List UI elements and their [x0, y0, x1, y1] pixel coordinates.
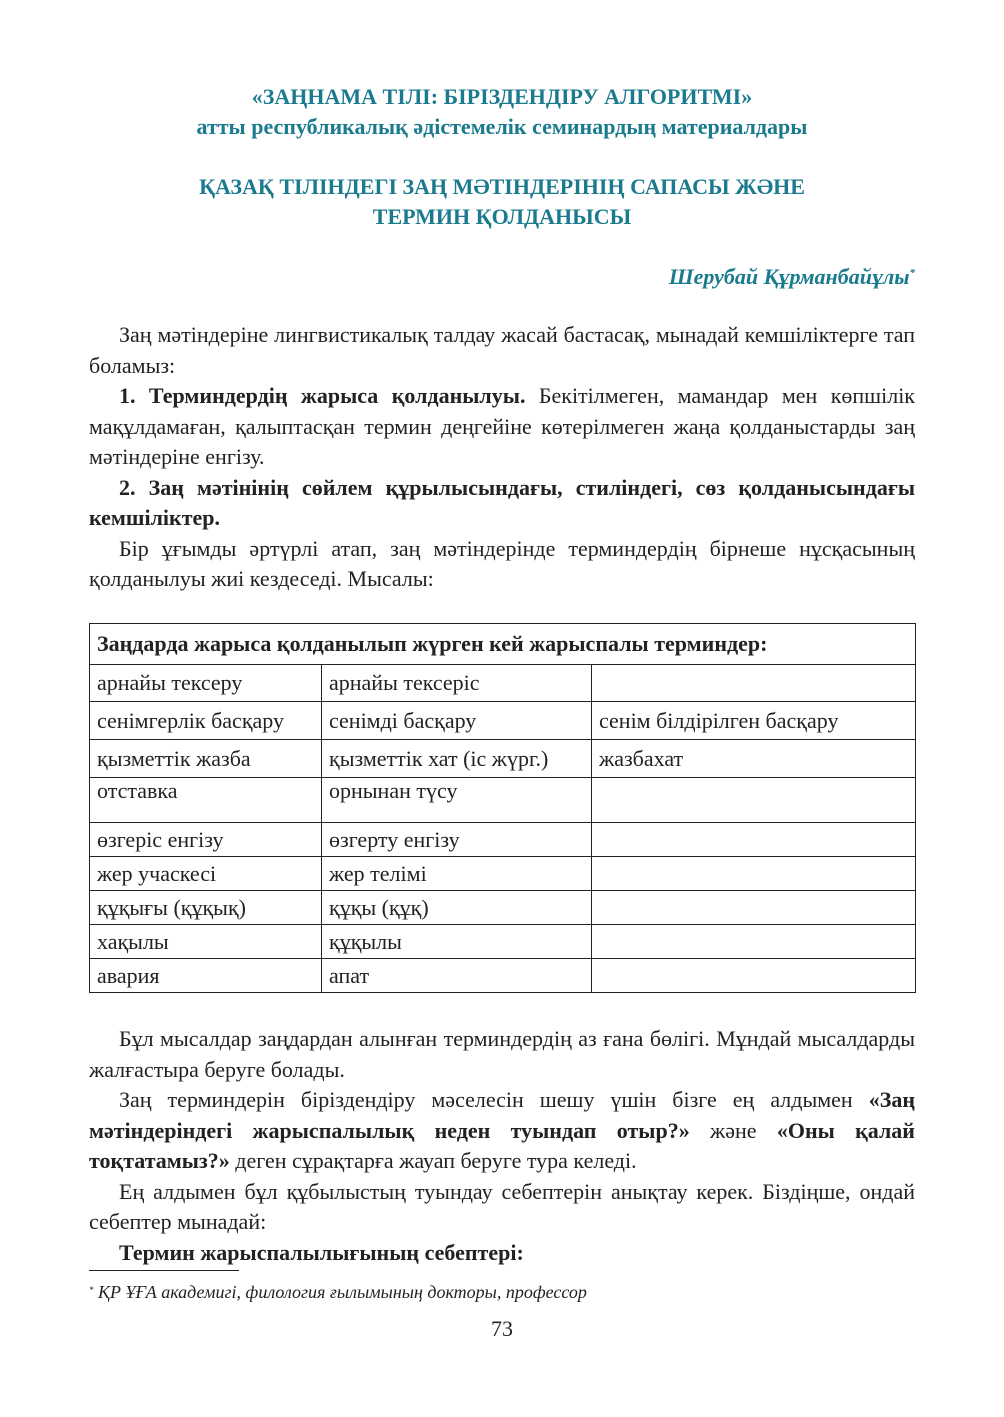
table-heading-row	[90, 624, 916, 665]
causes-heading: Термин жарыспалылығының себептері:	[119, 1239, 524, 1265]
table-row	[90, 665, 916, 702]
table-cell: сенімді басқару	[322, 702, 592, 740]
table-row	[90, 925, 916, 959]
after-paragraph-2	[89, 1085, 915, 1177]
table-cell: қызметтік жазба	[90, 740, 322, 778]
after-p2-end: деген сұрақтарға жауап беруге тура келеді.	[229, 1148, 637, 1173]
footnote-divider	[89, 1270, 239, 1271]
table-cell	[592, 857, 916, 891]
table-cell: жер телімі	[322, 857, 592, 891]
table-row	[90, 740, 916, 778]
seminar-title: «ЗАҢНАМА ТІЛІ: БІРІЗДЕНДІРУ АЛГОРИТМІ»	[251, 84, 753, 109]
table-cell: сенімгерлік басқару	[90, 702, 322, 740]
after-table-section	[89, 1024, 915, 1268]
table-cell: арнайы тексеріс	[322, 665, 592, 702]
table-cell	[592, 925, 916, 959]
table-row	[90, 702, 916, 740]
table-cell: жер учаскесі	[90, 857, 322, 891]
table-cell: отставка	[90, 778, 322, 823]
table-cell: хақылы	[90, 925, 322, 959]
table-cell	[592, 823, 916, 857]
point-2-heading: 2. Заң мәтінінің сөйлем құрылысындағы, стиліндегі, сөз қолданысындағы кемшіліктер.	[89, 474, 915, 530]
point-1-heading: 1. Терминдердің жарыса қолданылуы.	[119, 383, 526, 408]
article-title-line2: ТЕРМИН ҚОЛДАНЫСЫ	[372, 204, 632, 229]
intro-paragraph-1: Заң мәтіндеріне лингвистикалық талдау жасай бастасақ, мынадай кемшіліктерге тап боламыз:	[89, 322, 915, 378]
terms-table	[89, 623, 916, 993]
table-cell	[592, 891, 916, 925]
point-1-text: Бекітілмеген, мамандар мен көпшілік мақұлдамаған, қалыптасқан термин деңгейіне көтерілмеген жаңа қолданыстарды заң мәтіндеріне енгізу.	[89, 383, 915, 469]
table-row	[90, 959, 916, 993]
intro-section	[89, 320, 915, 595]
table-row	[90, 891, 916, 925]
intro-paragraph-2	[89, 381, 915, 473]
seminar-subtitle: атты республикалық әдістемелік семинардың материалдары	[196, 114, 808, 139]
table-cell: жазбахат	[592, 740, 916, 778]
table-cell: сенім білдірілген басқару	[592, 702, 916, 740]
table-cell: арнайы тексеру	[90, 665, 322, 702]
table-cell: өзгеріс енгізу	[90, 823, 322, 857]
page-number: 73	[491, 1316, 513, 1341]
table-cell: құқы (құқ)	[322, 891, 592, 925]
table-cell	[592, 959, 916, 993]
after-paragraph-3: Ең алдымен бұл құбылыстың туындау себептерін анықтау керек. Біздіңше, ондай себептер мынадай:	[89, 1178, 915, 1234]
footnote-mark: *	[89, 1285, 94, 1295]
table-row	[90, 778, 916, 823]
table-cell: орнынан түсу	[322, 778, 592, 823]
footnote-text: ҚР ҰҒА академигі, филология ғылымының докторы, профессор	[98, 1282, 587, 1302]
footnote	[89, 1280, 587, 1304]
table-heading: Заңдарда жарыса қолданылып жүрген кей жарыспалы терминдер:	[90, 624, 916, 665]
after-p2-start: Заң терминдерін біріздендіру мәселесін шешу үшін бізге ең алдымен	[119, 1087, 869, 1112]
after-paragraph-1: Бұл мысалдар заңдардан алынған терминдердің аз ғана бөлігі. Мұндай мысалдарды жалғастыра беруге болады.	[89, 1026, 915, 1082]
table-cell: құқығы (құқық)	[90, 891, 322, 925]
table-cell: қызметтік хат (іс жүрг.)	[322, 740, 592, 778]
table-cell	[592, 778, 916, 823]
after-paragraph-4	[89, 1238, 915, 1269]
question-2: «Оны қалай тоқтатамыз?»	[89, 1117, 915, 1173]
article-title-line1: ҚАЗАҚ ТІЛІНДЕГІ ЗАҢ МӘТІНДЕРІНІҢ САПАСЫ ЖӘНЕ	[199, 174, 805, 199]
author-footnote-mark: *	[909, 267, 915, 279]
table-cell: апат	[322, 959, 592, 993]
intro-paragraph-4: Бір ұғымды әртүрлі атап, заң мәтіндерінде терминдердің бірнеше нұсқасының қолданылуы жиі кездеседі. Мысалы:	[89, 535, 915, 591]
after-p2-join: және	[689, 1117, 777, 1143]
table-cell: өзгерту енгізу	[322, 823, 592, 857]
table-row	[90, 823, 916, 857]
author	[669, 262, 915, 292]
table-row	[90, 857, 916, 891]
question-1: «Заң мәтіндеріндегі жарыспалылық неден туындап отыр?»	[89, 1087, 915, 1143]
table-cell: құқылы	[322, 925, 592, 959]
author-name: Шерубай Құрманбайұлы	[668, 264, 910, 289]
table-cell	[592, 665, 916, 702]
intro-paragraph-3	[89, 473, 915, 534]
table-cell: авария	[90, 959, 322, 993]
